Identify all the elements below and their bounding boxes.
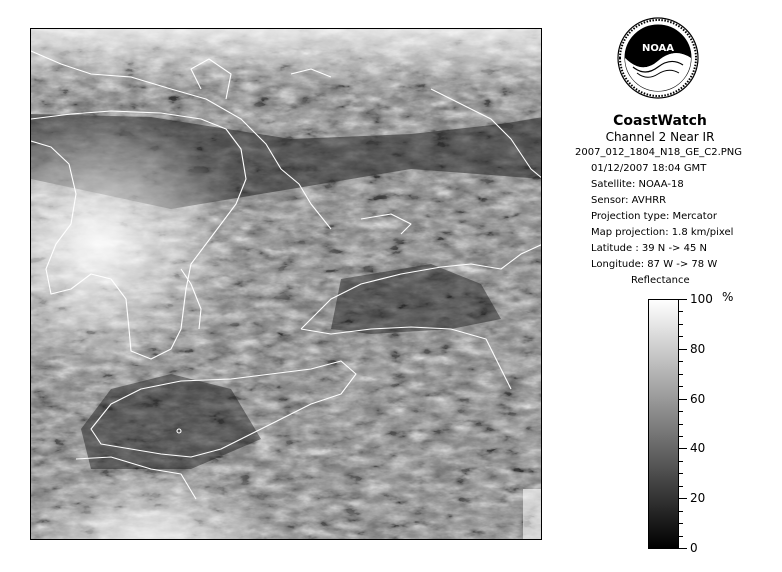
legend-minor-tick: [679, 523, 683, 524]
legend-minor-tick: [679, 386, 683, 387]
noaa-logo: [617, 17, 699, 99]
legend-minor-tick: [679, 473, 683, 474]
app-title: CoastWatch: [613, 113, 707, 129]
legend-major-tick: [679, 399, 687, 400]
legend-minor-tick: [679, 411, 683, 412]
legend-unit: %: [722, 290, 734, 304]
legend-minor-tick: [679, 324, 683, 325]
legend-minor-tick: [679, 361, 683, 362]
legend-minor-tick: [679, 511, 683, 512]
legend-major-tick: [679, 448, 687, 449]
channel-title: Channel 2 Near IR: [605, 130, 715, 144]
legend-minor-tick: [679, 461, 683, 462]
legend-minor-tick: [679, 536, 683, 537]
latitude-label: Latitude : 39 N -> 45 N: [591, 243, 707, 254]
projection-label: Projection type: Mercator: [591, 211, 717, 222]
legend-tick-label: 80: [690, 342, 706, 356]
legend-minor-tick: [679, 424, 683, 425]
date-time-label: 01/12/2007 18:04 GMT: [591, 163, 707, 174]
legend-minor-tick: [679, 336, 683, 337]
imagery-svg: [31, 29, 542, 540]
legend-major-tick: [679, 349, 687, 350]
longitude-label: Longitude: 87 W -> 78 W: [591, 259, 718, 270]
legend-minor-tick: [679, 311, 683, 312]
legend-tick-label: 100: [690, 292, 713, 306]
legend-minor-tick: [679, 486, 683, 487]
legend-minor-tick: [679, 436, 683, 437]
legend-major-tick: [679, 299, 687, 300]
satellite-image: [30, 28, 542, 540]
satellite-label: Satellite: NOAA-18: [591, 179, 684, 190]
map-projection-label: Map projection: 1.8 km/pixel: [591, 227, 734, 238]
sensor-label: Sensor: AVHRR: [591, 195, 667, 206]
legend-major-tick: [679, 498, 687, 499]
legend-tick-label: 20: [690, 491, 706, 505]
color-bar: [648, 299, 679, 549]
filename-label: 2007_012_1804_N18_GE_C2.PNG: [575, 147, 743, 158]
legend-major-tick: [679, 548, 687, 549]
legend-minor-tick: [679, 374, 683, 375]
legend-tick-label: 40: [690, 441, 706, 455]
legend-tick-label: 0: [690, 541, 698, 555]
edge-cloud: [523, 489, 542, 540]
legend-title: Reflectance: [631, 275, 690, 286]
logo-text: NOAA: [641, 43, 675, 54]
noaa-logo-graphic: [617, 17, 699, 99]
legend-tick-label: 60: [690, 392, 706, 406]
